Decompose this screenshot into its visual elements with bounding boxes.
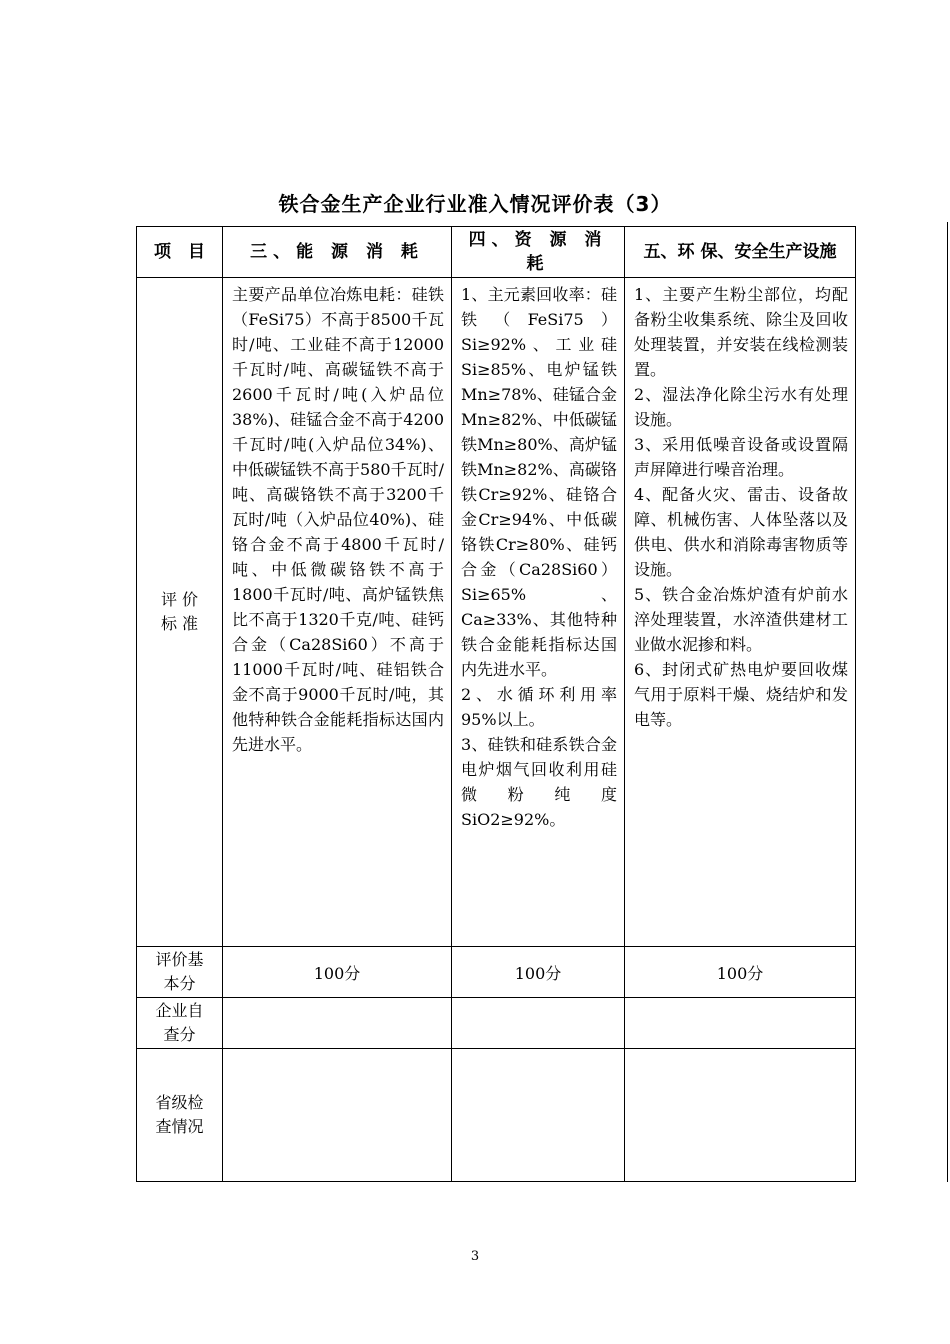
base-score-row <box>137 947 856 998</box>
page-title: 铁合金生产企业行业准入情况评价表（3） <box>278 192 672 216</box>
self-check-row <box>137 998 856 1049</box>
env-provincial-cell <box>625 1049 856 1182</box>
env-criteria: 1、主要产生粉尘部位，均配备粉尘收集系统、除尘及回收处理装置，并安装在线检测装置。 2、湿法净化除尘污水有处理设施。 3、采用低噪音设备或设置隔声屏障进行噪音治理。 4、配备火灾、雷击、设备故障、机械伤害、人体坠落以及供电、供水和消除毒害物质等设施。 5、铁合金冶炼炉渣有炉前水淬处理装置，水淬渣供建材工业做水泥掺和料。 6、封闭式矿热电炉要回收煤气用于原料干燥、烧结炉和发电等。 <box>625 278 856 947</box>
energy-self-check-cell <box>223 998 452 1049</box>
env-self-check-cell <box>625 998 856 1049</box>
self-check-label: 企业自 查分 <box>137 998 223 1049</box>
resource-base-score: 100分 <box>452 947 625 998</box>
header-item: 项 目 <box>137 227 223 278</box>
header-resource: 四、资 源 消 耗 <box>452 227 625 278</box>
header-row <box>137 227 856 278</box>
resource-provincial-cell <box>452 1049 625 1182</box>
page-number: 3 <box>470 1249 480 1264</box>
env-base-score: 100分 <box>625 947 856 998</box>
criteria-row <box>137 278 856 947</box>
evaluation-table <box>136 226 856 1182</box>
resource-self-check-cell <box>452 998 625 1049</box>
header-env-safety: 五、环 保、安全生产设施 <box>625 227 856 278</box>
provincial-check-row <box>137 1049 856 1182</box>
energy-provincial-cell <box>223 1049 452 1182</box>
criteria-label: 评 价 标 准 <box>137 278 223 947</box>
energy-criteria: 主要产品单位冶炼电耗：硅铁（FeSi75）不高于8500千瓦时/吨、工业硅不高于12000千瓦时/吨、高碳锰铁不高于2600千瓦时/吨(入炉品位38%)、硅锰合金不高于4200千瓦时/吨(入炉品位34%)、中低碳锰铁不高于580千瓦时/吨、高碳铬铁不高于3200千瓦时/吨（入炉品位40%)、硅铬合金不高于4800千瓦时/吨、中低微碳铬铁不高于1800千瓦时/吨、高炉锰铁焦比不高于1320千克/吨、硅钙合金（Ca28Si60）不高于11000千瓦时/吨、硅铝铁合金不高于9000千瓦时/吨，其他特种铁合金能耗指标达国内先进水平。 <box>223 278 452 947</box>
provincial-check-label: 省级检 查情况 <box>137 1049 223 1182</box>
energy-base-score: 100分 <box>223 947 452 998</box>
base-score-label: 评价基 本分 <box>137 947 223 998</box>
resource-criteria: 1、主元素回收率：硅铁（FeSi75）Si≥92%、工业硅Si≥85%、电炉锰铁Mn≥78%、硅锰合金Mn≥82%、中低碳锰铁Mn≥80%、高炉锰铁Mn≥82%、高碳铬铁Cr≥92%、硅铬合金Cr≥94%、中低碳铬铁Cr≥80%、硅钙合金（Ca28Si60）Si≥65%、Ca≥33%、其他特种铁合金能耗指标达国内先进水平。 2、水循环利用率95%以上。 3、硅铁和硅系铁合金电炉烟气回收利用硅微粉纯度SiO2≥92%。 <box>452 278 625 947</box>
adjacent-page-edge-line <box>947 222 948 1182</box>
header-energy: 三、能 源 消 耗 <box>223 227 452 278</box>
